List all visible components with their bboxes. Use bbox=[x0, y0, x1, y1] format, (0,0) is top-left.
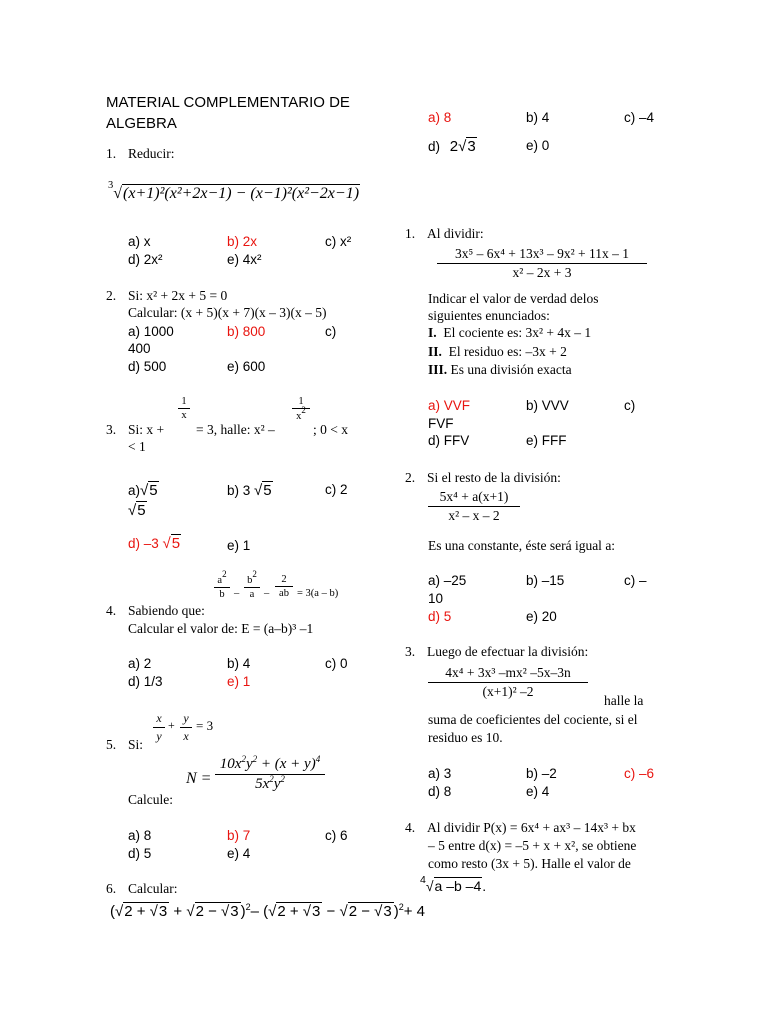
statement-text: El cociente es: 3x² + 4x – 1 bbox=[443, 325, 592, 340]
radical-expression: (√2 + √3 + √2 − √3 )$^2$– (√2 + √3 − √2 − √3 )$^2$+ 4 bbox=[110, 902, 426, 920]
n-variable: N = bbox=[186, 770, 212, 787]
question-number: 3. bbox=[106, 422, 117, 437]
option-b: b) 4 bbox=[526, 110, 550, 125]
option-b: b) 3 √5 bbox=[227, 482, 272, 499]
option-e: e) FFF bbox=[526, 433, 567, 448]
statement-ii bbox=[428, 344, 567, 360]
fourth-root-expression: $^4$√a –b –4. bbox=[420, 874, 487, 894]
coefficient: 2 bbox=[449, 138, 459, 155]
question-text-2: – 5 entre d(x) = –5 + x + x², se obtiene bbox=[428, 838, 637, 853]
option-e: e) 1 bbox=[227, 674, 251, 689]
division-fraction bbox=[437, 246, 647, 281]
question-1 bbox=[106, 146, 175, 162]
equation-rhs: = 3(a – b) bbox=[297, 588, 339, 599]
question-line-2: Calcular: (x + 5)(x + 7)(x – 3)(x – 5) bbox=[128, 305, 327, 320]
question-text: Si: bbox=[128, 737, 144, 752]
option-c-value: 400 bbox=[128, 341, 151, 356]
option-a-label: a) bbox=[128, 483, 141, 498]
option-c: c) x² bbox=[325, 234, 352, 249]
denominator: x² – 2x + 3 bbox=[512, 265, 572, 280]
expression-tail: . bbox=[482, 878, 487, 894]
option-a: a) 3 bbox=[428, 766, 452, 781]
question-text: Sabiendo que: bbox=[128, 603, 205, 618]
option-e: e) 20 bbox=[526, 609, 557, 624]
option-c-value: √5 bbox=[128, 502, 146, 519]
question-text: Si el resto de la división: bbox=[427, 470, 561, 485]
question-label: Reducir: bbox=[128, 146, 175, 161]
question-6 bbox=[106, 881, 177, 897]
plus-sign: + bbox=[168, 718, 175, 732]
question-number: 2. bbox=[405, 470, 416, 485]
option-a: a) x bbox=[128, 234, 151, 249]
statement-text: Es una división exacta bbox=[450, 362, 572, 377]
option-c-value: 10 bbox=[428, 591, 444, 606]
minus-sign: – bbox=[234, 588, 240, 599]
option-b: b) –2 bbox=[526, 766, 557, 781]
option-a: a)√5 bbox=[128, 482, 158, 499]
radicand: 3 bbox=[467, 138, 476, 155]
option-c: c) – bbox=[624, 573, 647, 588]
radicand: 5 bbox=[171, 535, 181, 552]
denominator: x² – x – 2 bbox=[448, 508, 500, 523]
option-c: c) 2 bbox=[325, 482, 348, 497]
fraction-n: $10x^2y^2 + (x + y)^4$ $5x^2y^2$ bbox=[215, 756, 325, 793]
statement-label: I. bbox=[428, 325, 437, 340]
fraction-2-over-ab: 2 ab bbox=[275, 574, 293, 599]
option-a: a) 8 bbox=[128, 828, 152, 843]
division-fraction bbox=[428, 489, 520, 524]
question-2 bbox=[106, 288, 227, 304]
question-text-3: ; 0 < x bbox=[313, 422, 348, 437]
option-b: b) 800 bbox=[227, 324, 266, 339]
option-b: b) 2x bbox=[227, 234, 258, 249]
statement-i bbox=[428, 325, 591, 341]
option-e: e) 4 bbox=[227, 846, 251, 861]
option-d: d) 5 bbox=[428, 609, 452, 624]
question-text-4: < 1 bbox=[128, 439, 146, 454]
question-number: 2. bbox=[106, 288, 117, 303]
question-number: 5. bbox=[106, 737, 117, 752]
question-text-2: halle la bbox=[604, 693, 644, 708]
question-text-2: Calcular el valor de: E = (a–b)³ –1 bbox=[128, 621, 314, 636]
radicand: a –b –4 bbox=[434, 878, 482, 894]
root-index: 3 bbox=[108, 180, 114, 191]
root-index: 4 bbox=[420, 874, 426, 886]
option-e: e) 600 bbox=[227, 359, 266, 374]
expression-tail: + 4 bbox=[403, 903, 426, 920]
equation-rhs: = 3 bbox=[196, 718, 214, 733]
option-d-label: d) bbox=[428, 139, 441, 154]
option-c: c) bbox=[325, 324, 337, 339]
question-number: 1. bbox=[405, 226, 416, 241]
fraction-y-over-x: y x bbox=[180, 711, 192, 744]
radicand: 5 bbox=[137, 502, 146, 519]
option-b: b) 4 bbox=[227, 656, 251, 671]
option-d: d) 2√3 bbox=[428, 138, 476, 155]
question-text-2: Es una constante, éste será igual a: bbox=[428, 538, 616, 553]
option-a: a) VVF bbox=[428, 398, 471, 413]
statement-label: III. bbox=[428, 362, 448, 377]
question-5 bbox=[106, 737, 143, 753]
option-c: c) –6 bbox=[624, 766, 655, 781]
option-b-label: b) 3 bbox=[227, 483, 251, 498]
option-d-label: d) –3 bbox=[128, 536, 159, 551]
question-text: Si: x + bbox=[128, 422, 165, 437]
numerator: 5x⁴ + a(x+1) bbox=[439, 489, 509, 504]
question-text-1: Indicar el valor de verdad delos bbox=[428, 291, 599, 306]
option-c: c) –4 bbox=[624, 110, 655, 125]
option-a: a) –25 bbox=[428, 573, 467, 588]
question-number: 4. bbox=[405, 820, 416, 835]
option-e: e) 0 bbox=[526, 138, 550, 153]
numerator: 3x⁵ – 6x⁴ + 13x³ – 9x² + 11x – 1 bbox=[455, 246, 629, 261]
option-d: d) 500 bbox=[128, 359, 167, 374]
question-r4 bbox=[405, 820, 636, 836]
option-b: b) 7 bbox=[227, 828, 251, 843]
option-d: d) 2x² bbox=[128, 252, 163, 267]
fraction-a2-over-b: $a^2$ b bbox=[214, 574, 230, 600]
fraction-b2-over-a: $b^2$ a bbox=[244, 574, 260, 600]
option-a: a) 8 bbox=[428, 110, 452, 125]
division-fraction bbox=[428, 665, 588, 700]
fraction-1-over-x: 1 x bbox=[178, 396, 190, 421]
fraction-1-over-x2: 1 $x^2$ bbox=[292, 396, 310, 422]
option-b: b) –15 bbox=[526, 573, 565, 588]
question-text-2: Calcule: bbox=[128, 792, 173, 807]
question-number: 3. bbox=[405, 644, 416, 659]
minus-sign: – bbox=[264, 588, 270, 599]
option-d: d) 1/3 bbox=[128, 674, 163, 689]
option-d: d) –3 √5 bbox=[128, 535, 181, 552]
page-title: MATERIAL COMPLEMENTARIO DE ALGEBRA bbox=[106, 94, 350, 132]
question-text-3: como resto (3x + 5). Halle el valor de bbox=[428, 856, 631, 871]
option-e: e) 4x² bbox=[227, 252, 262, 267]
question-r3 bbox=[405, 644, 588, 660]
question-4 bbox=[106, 603, 205, 619]
numerator: 4x⁴ + 3x³ –mx² –5x–3n bbox=[445, 665, 571, 680]
fraction-x-over-y: x y bbox=[153, 711, 165, 744]
question-text: Al dividir P(x) = 6x⁴ + ax³ – 14x³ + bx bbox=[427, 820, 636, 835]
question-text-4: residuo es 10. bbox=[428, 730, 503, 745]
statement-text: El residuo es: –3x + 2 bbox=[448, 344, 567, 359]
option-a: a) 2 bbox=[128, 656, 152, 671]
statement-label: II. bbox=[428, 344, 442, 359]
question-label: Al dividir: bbox=[427, 226, 484, 241]
statement-iii bbox=[428, 362, 572, 378]
option-d: d) 5 bbox=[128, 846, 152, 861]
denominator: (x+1)² –2 bbox=[482, 684, 534, 699]
option-c: c) 6 bbox=[325, 828, 348, 843]
question-number: 1. bbox=[106, 146, 117, 161]
question-number: 4. bbox=[106, 603, 117, 618]
radicand: 5 bbox=[149, 482, 158, 499]
question-r1 bbox=[405, 226, 484, 242]
question-text-3: suma de coeficientes del cociente, si el bbox=[428, 712, 638, 727]
question-label: Calcular: bbox=[128, 881, 178, 896]
question-number: 6. bbox=[106, 881, 117, 896]
question-r2 bbox=[405, 470, 561, 486]
option-a: a) 1000 bbox=[128, 324, 174, 339]
question-3 bbox=[106, 422, 164, 438]
option-c: c) 0 bbox=[325, 656, 348, 671]
radicand: 5 bbox=[263, 482, 272, 499]
radicand: (x+1)²(x²+2x−1) − (x−1)²(x²−2x−1) bbox=[123, 185, 360, 202]
question-text-2: siguientes enunciados: bbox=[428, 308, 550, 323]
question-text: Luego de efectuar la división: bbox=[427, 644, 589, 659]
option-e: e) 1 bbox=[227, 538, 251, 553]
question-text-2: = 3, halle: x² – bbox=[196, 422, 275, 437]
option-b: b) VVV bbox=[526, 398, 569, 413]
option-d: d) FFV bbox=[428, 433, 470, 448]
option-e: e) 4 bbox=[526, 784, 550, 799]
question-line-1: Si: x² + 2x + 5 = 0 bbox=[128, 288, 228, 303]
option-c-value: FVF bbox=[428, 416, 454, 431]
option-d: d) 8 bbox=[428, 784, 452, 799]
option-c: c) bbox=[624, 398, 636, 413]
cube-root-expression: $^3$√(x+1)²(x²+2x−1) − (x−1)²(x²−2x−1) bbox=[108, 180, 360, 202]
